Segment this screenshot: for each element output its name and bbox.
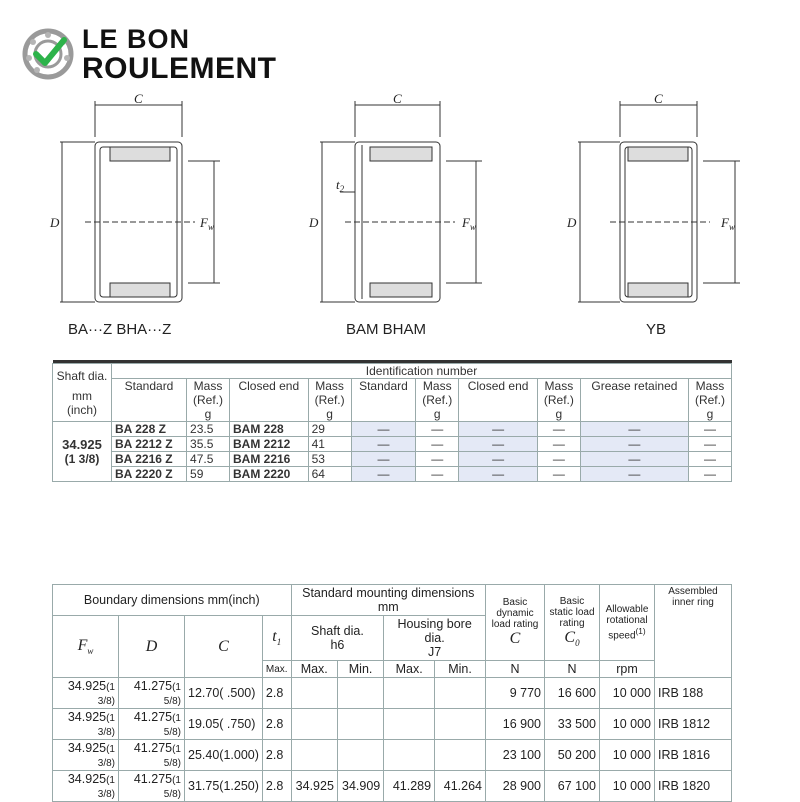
dim-c-1: C bbox=[134, 91, 143, 106]
table-row: 34.925(1 3/8) 41.275(1 5/8) 31.75(1.250) 2.8 34.925 34.909 41.289 41.264 28 900 67 100 10 000 IRB 1820 bbox=[53, 771, 732, 802]
stat-header: Basic static load rating $C_0$ bbox=[545, 585, 600, 661]
housing-header: Housing bore dia. J7 bbox=[384, 616, 486, 661]
unit-n-1: N bbox=[486, 661, 545, 678]
dim-t2: $t_2$ bbox=[336, 177, 345, 194]
logo-line2: ROULEMENT bbox=[82, 52, 277, 85]
col-mass-5: Mass (Ref.) g bbox=[688, 379, 731, 422]
shaft-dia-header: Shaft dia. mm (inch) bbox=[53, 364, 112, 422]
col-mass-3: Mass (Ref.) g bbox=[416, 379, 459, 422]
brand-logo bbox=[22, 24, 312, 84]
col-closed-end: Closed end bbox=[229, 379, 308, 422]
shaft-min: Min. bbox=[337, 661, 383, 678]
fw-header: $F_w$ bbox=[53, 616, 119, 678]
shaft-max: Max. bbox=[291, 661, 337, 678]
unit-rpm: rpm bbox=[600, 661, 655, 678]
table-row: BA 2212 Z 35.5 BAM 2212 41 — — — — — — bbox=[53, 437, 732, 452]
d-header: D bbox=[119, 616, 185, 678]
t1-max: Max. bbox=[262, 661, 291, 678]
caption-yb: YB bbox=[646, 321, 667, 338]
dyn-header: Basic dynamic load rating C bbox=[486, 585, 545, 661]
shaft-dia-header: Shaft dia. h6 bbox=[291, 616, 384, 661]
dim-fw-2: $F_w$ bbox=[462, 215, 476, 232]
t1-header: $t_1$ bbox=[262, 616, 291, 661]
caption-ba-bha: BA···Z BHA···Z bbox=[68, 321, 172, 338]
c-header: C bbox=[185, 616, 263, 678]
inner-ring-header: Assembled inner ring bbox=[655, 585, 732, 678]
dimensions-table bbox=[52, 584, 732, 802]
ident-header: Identification number bbox=[112, 364, 732, 379]
table-row: 34.925(1 3/8) 41.275(1 5/8) 12.70( .500) 2.8 9 770 16 600 10 000 IRB 188 bbox=[53, 678, 732, 709]
bearing-check-icon bbox=[22, 28, 74, 80]
identification-table bbox=[52, 360, 732, 482]
col-standard-2: Standard bbox=[351, 379, 416, 422]
caption-bam-bham: BAM BHAM bbox=[346, 321, 427, 338]
logo-line1: LE BON bbox=[82, 24, 191, 54]
table-row: BA 2216 Z 47.5 BAM 2216 53 — — — — — — bbox=[53, 452, 732, 467]
dim-c-2: C bbox=[393, 91, 402, 106]
bearing-diagrams bbox=[0, 85, 800, 355]
housing-min: Min. bbox=[435, 661, 486, 678]
dim-fw-1: $F_w$ bbox=[200, 215, 214, 232]
col-mass-4: Mass (Ref.) g bbox=[537, 379, 580, 422]
col-mass-2: Mass (Ref.) g bbox=[308, 379, 351, 422]
unit-n-2: N bbox=[545, 661, 600, 678]
dim-c-3: C bbox=[654, 91, 663, 106]
table-row: 34.925(1 3/8) 41.275(1 5/8) 19.05( .750) 2.8 16 900 33 500 10 000 IRB 1812 bbox=[53, 709, 732, 740]
col-standard: Standard bbox=[112, 379, 187, 422]
col-grease: Grease retained bbox=[580, 379, 688, 422]
speed-header: Allowable rotational speed$^{(1)}$ bbox=[600, 585, 655, 661]
housing-max: Max. bbox=[384, 661, 435, 678]
col-mass-1: Mass (Ref.) g bbox=[187, 379, 230, 422]
shaft-value: 34.925 (1 3/8) bbox=[53, 422, 112, 482]
dim-d-3: D bbox=[567, 215, 577, 230]
dim-d-2: D bbox=[309, 215, 319, 230]
dim-d-1: D bbox=[50, 215, 60, 230]
mounting-header: Standard mounting dimensions mm bbox=[291, 585, 485, 616]
boundary-header: Boundary dimensions mm(inch) bbox=[53, 585, 292, 616]
table-row: BA 2220 Z 59 BAM 2220 64 — — — — — — bbox=[53, 467, 732, 482]
table-row: 34.925 (1 3/8) BA 228 Z 23.5 BAM 228 29 — — — — — — bbox=[53, 422, 732, 437]
col-closed-end-2: Closed end bbox=[459, 379, 538, 422]
diagram-drawings bbox=[0, 85, 800, 355]
dim-fw-3: $F_w$ bbox=[721, 215, 735, 232]
table-row: 34.925(1 3/8) 41.275(1 5/8) 25.40(1.000) 2.8 23 100 50 200 10 000 IRB 1816 bbox=[53, 740, 732, 771]
